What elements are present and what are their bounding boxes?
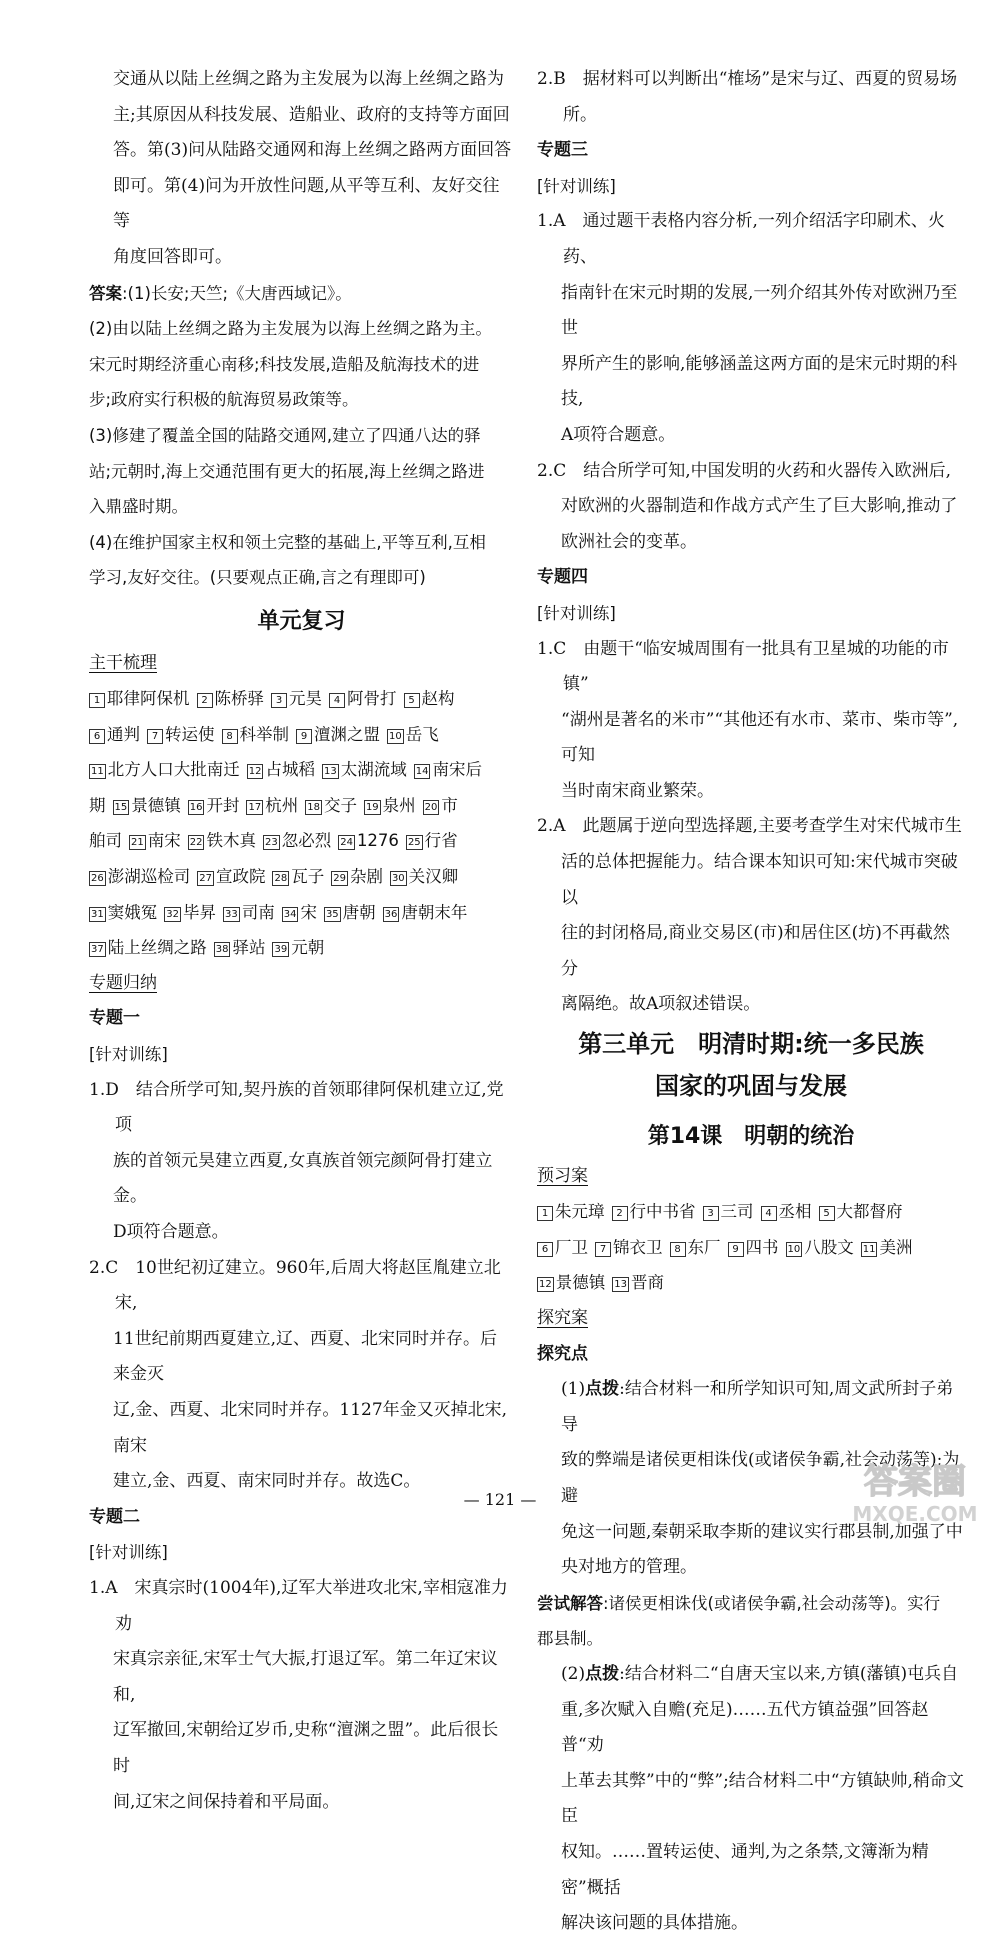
topic-heading: 专题三 (537, 140, 588, 161)
text-line: 入鼎盛时期。 (89, 497, 188, 517)
topic-heading: 专题二 (89, 1506, 140, 1527)
answer-item (247, 760, 315, 779)
answer-item-row (89, 859, 514, 895)
answer-item-text: 泉州 (382, 795, 416, 815)
answer-item (338, 831, 399, 850)
text-line: 步;政府实行积极的航海贸易政策等。 (89, 390, 359, 410)
answer-item-text: 宋 (300, 902, 317, 922)
answer-item (537, 1202, 605, 1221)
answer-item-row (89, 752, 514, 788)
text-line: 宋真宗亲征,宋军士气大振,打退辽军。第二年辽宋议和, (113, 1649, 498, 1705)
answer-item-number: 5 (404, 693, 420, 708)
answer-item-number: 1 (537, 1206, 553, 1221)
section-heading: 第14课 明朝的统治 (647, 1124, 855, 1150)
text-line: 主;其原因从科技发展、造船业、政府的支持等方面回 (113, 104, 510, 125)
text-line: 即可。第(4)问为开放性问题,从平等互利、友好交往等 (113, 175, 500, 232)
subsection-label: 探究案 (537, 1308, 588, 1328)
text-line: [针对训练] (537, 603, 616, 623)
answer-item (222, 725, 290, 744)
answer-item-text: 太湖流域 (340, 760, 407, 780)
answer-item-text: 南宋后 (432, 760, 482, 780)
answer-item-number: 22 (189, 837, 203, 849)
text-line: 1.C 由题干“临安城周围有一批具有卫星城的功能的市镇” (537, 638, 949, 695)
text-line: 解决该问题的具体措施。 (561, 1913, 748, 1934)
answer-item (271, 689, 322, 708)
answer-item (246, 796, 298, 815)
answer-item (197, 867, 265, 886)
answer-item-text: 阿骨打 (347, 689, 397, 709)
answer-item-row (89, 895, 514, 931)
answer-item (223, 903, 275, 922)
answer-item (414, 760, 482, 779)
text-line: 站;元朝时,海上交通范围有更大的拓展,海上丝绸之路进 (89, 461, 485, 481)
answer-item-text: 开封 (206, 795, 240, 815)
answer-item-number: 2 (197, 693, 213, 708)
answer-item (331, 867, 383, 886)
text-line: [针对训练] (89, 1045, 168, 1065)
watermark-logo (840, 1455, 990, 1527)
text-line: (2)由以陆上丝绸之路为主发展为以海上丝绸之路为主。 (89, 319, 492, 339)
answer-item-text: 东厂 (687, 1237, 721, 1257)
text-line: 离隔绝。故A项叙述错误。 (561, 994, 761, 1015)
text-line: 对欧洲的火器制造和作战方式产生了巨大影响,推动了 (561, 496, 958, 517)
answer-item-text: 杭州 (265, 795, 299, 815)
section-heading: 单元复习 (257, 608, 346, 634)
answer-item-text: 占城稻 (265, 760, 315, 780)
answer-item-number: 11 (91, 766, 104, 778)
answer-item-text: 三司 (720, 1202, 754, 1222)
answer-item-text: 1276 (356, 831, 399, 851)
page-number: — 121 — (463, 1490, 537, 1509)
text-line: 间,辽宋之间保持着和平局面。 (113, 1791, 340, 1812)
answer-item (670, 1238, 721, 1257)
text-line: D项符合题意。 (113, 1222, 229, 1242)
answer-item (263, 831, 331, 850)
answer-item (423, 796, 458, 815)
answer-item-text: 澎湖巡检司 (107, 867, 191, 887)
answer-item-row (89, 788, 514, 824)
answer-item-text: 杂剧 (349, 867, 383, 887)
answer-item-text: 朱元璋 (555, 1202, 605, 1222)
answer-item-number: 4 (329, 693, 345, 708)
text-line: (1)点拨:结合材料一和所学知识可知,周文武所封子弟导 (561, 1379, 954, 1435)
answer-item (89, 867, 190, 886)
answer-item (214, 938, 266, 957)
text-line: 2.B 据材料可以判断出“榷场”是宋与辽、西夏的贸易场所。 (537, 69, 958, 125)
answer-item-number: 38 (215, 944, 229, 956)
answer-item-number: 17 (248, 801, 262, 813)
answer-item-number: 13 (614, 1279, 627, 1291)
text-line: (4)在维护国家主权和领土完整的基础上,平等互利,互相 (89, 532, 486, 552)
bold-label: 点拨 (585, 1379, 620, 1400)
bold-label: 尝试解答 (537, 1593, 603, 1613)
answer-item (612, 1273, 664, 1292)
answer-item-text: 澶渊之盟 (314, 724, 380, 744)
answer-item-number: 37 (91, 944, 104, 956)
answer-item-text: 瓦子 (291, 867, 325, 887)
answer-item (272, 938, 324, 957)
text-line: 尝试解答:诸侯更相诛伐(或诸侯争霸,社会动荡等)。实行 (537, 1593, 941, 1613)
answer-item (322, 760, 407, 779)
answer-item-number: 34 (283, 908, 297, 920)
text-line: 2.C 结合所学可知,中国发明的火药和火器传入欧洲后, (537, 460, 952, 481)
answer-item-text: 舶司 (89, 831, 122, 851)
text-line: (3)修建了覆盖全国的陆路交通网,建立了四通八达的驿 (89, 425, 481, 445)
answer-item-number: 16 (189, 801, 203, 813)
answer-item-number: 3 (703, 1206, 719, 1221)
subsection-label: 预习案 (537, 1165, 588, 1186)
answer-item (89, 831, 122, 850)
answer-item-number: 15 (114, 801, 128, 813)
answer-item (819, 1202, 903, 1221)
answer-item-text: 四书 (745, 1237, 779, 1257)
answer-item-number: 14 (415, 766, 429, 778)
answer-item-number: 32 (166, 908, 179, 920)
answer-item-number: 6 (89, 729, 105, 744)
answer-item-number: 4 (761, 1206, 777, 1221)
answer-item-text: 锦衣卫 (613, 1237, 663, 1257)
text-line: 活的总体把握能力。结合课本知识可知:宋代城市突破以 (561, 852, 958, 908)
answer-item-text: 通判 (107, 724, 140, 744)
subsection-label: 主干梳理 (89, 652, 157, 673)
answer-item-number: 31 (91, 908, 104, 920)
answer-item-text: 唐朝 (342, 902, 376, 922)
answer-item-number: 12 (248, 766, 262, 778)
answer-item-number: 13 (323, 766, 337, 778)
answer-item-number: 23 (264, 837, 278, 849)
answer-item-text: 司南 (241, 902, 275, 922)
text-line: 2.A 此题属于逆向型选择题,主要考查学生对宋代城市生 (537, 816, 962, 837)
answer-item-number: 24 (340, 837, 353, 849)
answer-item-number: 39 (274, 944, 288, 956)
text-line: 学习,友好交往。(只要观点正确,言之有理即可) (89, 568, 426, 588)
answer-item (129, 831, 181, 850)
answer-item-number: 26 (91, 873, 104, 885)
answer-item (188, 831, 256, 850)
answer-item-number: 28 (274, 873, 288, 885)
answer-item-row (89, 823, 514, 859)
answer-item-text: 赵构 (421, 689, 455, 709)
answer-item (89, 796, 106, 815)
answer-item-text: 耶律阿保机 (107, 689, 190, 709)
text-line: 指南针在宋元时期的发展,一列介绍其外传对欧洲乃至世 (561, 282, 958, 339)
answer-item-text: 关汉卿 (408, 867, 459, 887)
answer-item-text: 厂卫 (555, 1237, 588, 1257)
topic-heading: 探究点 (537, 1343, 588, 1364)
answer-item (272, 867, 324, 886)
answer-item-text: 南宋 (147, 831, 181, 851)
topic-heading: 专题一 (89, 1008, 140, 1029)
text-line: 答。第(3)问从陆路交通网和海上丝绸之路两方面回答 (113, 140, 512, 161)
answer-item (197, 689, 265, 708)
section-heading: 国家的巩固与发展 (655, 1072, 847, 1101)
answer-item-text: 转运使 (165, 724, 215, 744)
text-line: 11世纪前期西夏建立,辽、西夏、北宋同时并存。后来金灭 (113, 1328, 498, 1385)
answer-item (387, 725, 439, 744)
answer-item-text: 毕昇 (182, 902, 216, 922)
text-line: (2)点拨:结合材料二“自唐天宝以来,方镇(藩镇)屯兵自 (561, 1663, 959, 1684)
answer-item-text: 晋商 (630, 1273, 664, 1293)
answer-item-row (537, 1265, 965, 1301)
text-line: 重,多次赋入自赡(充足)……五代方镇益强”回答赵普“劝 (561, 1699, 929, 1756)
text-line: 辽,金、西夏、北宋同时并存。1127年金又灭掉北宋,南宋 (113, 1399, 508, 1456)
answer-item (537, 1273, 605, 1292)
answer-item (404, 689, 455, 708)
answer-item-row (89, 717, 514, 753)
answer-item-number: 10 (389, 730, 402, 742)
answer-item-text: 北方人口大批南迁 (107, 760, 240, 780)
answer-item (89, 725, 140, 744)
answer-item-text: 驿站 (232, 938, 266, 958)
text-line: 建立,金、西夏、南宋同时并存。故选C。 (113, 1471, 421, 1492)
answer-item-text: 景德镇 (555, 1273, 606, 1293)
answer-item (612, 1202, 696, 1221)
answer-item (89, 938, 207, 957)
answer-item-number: 12 (539, 1279, 552, 1291)
answer-item-number: 19 (365, 801, 379, 813)
answer-item-text: 唐朝末年 (401, 902, 468, 922)
answer-item-text: 景德镇 (131, 795, 181, 815)
answer-item-number: 11 (862, 1243, 876, 1255)
answer-item-number: 7 (147, 729, 163, 744)
answer-item (406, 831, 458, 850)
answer-item-number: 3 (271, 693, 287, 708)
text-line: 2.C 10世纪初辽建立。960年,后周大将赵匡胤建立北宋, (89, 1257, 501, 1314)
text-line: 1.A 通过题干表格内容分析,一列介绍活字印刷术、火药、 (537, 211, 945, 267)
text-line: 1.A 宋真宗时(1004年),辽军大举进攻北宋,宰相寇准力劝 (89, 1577, 508, 1634)
subsection-label: 专题归纳 (89, 972, 157, 993)
answer-item-number: 36 (384, 908, 398, 920)
answer-item-number: 6 (537, 1242, 553, 1257)
watermark-title: 答案圈 (864, 1462, 966, 1502)
answer-item-number: 20 (424, 801, 438, 813)
answer-item-number: 7 (595, 1242, 611, 1257)
text-line: 角度回答即可。 (113, 246, 232, 267)
answer-item-row (89, 930, 514, 966)
answer-item (282, 903, 317, 922)
answer-item (296, 725, 380, 744)
text-line: 答案:(1)长安;天竺;《大唐西域记》。 (89, 283, 352, 303)
answer-item-number: 27 (199, 873, 212, 885)
text-line: 辽军撤回,宋朝给辽岁币,史称“澶渊之盟”。此后很长时 (113, 1720, 499, 1776)
answer-item (761, 1202, 812, 1221)
topic-heading: 专题四 (537, 567, 588, 588)
answer-item-text: 行省 (424, 831, 458, 851)
answer-item (383, 903, 468, 922)
answer-item-number: 33 (224, 908, 238, 920)
answer-item-number: 8 (670, 1242, 686, 1257)
answer-item (305, 796, 357, 815)
answer-item-number: 10 (787, 1243, 801, 1255)
answer-item-number: 21 (131, 837, 144, 849)
answer-item (595, 1238, 663, 1257)
text-line: [针对训练] (89, 1543, 168, 1563)
right-column (537, 62, 965, 1942)
text-line: 宋元时期经济重心南移;科技发展,造船及航海技术的进 (89, 354, 480, 374)
section-heading: 第三单元 明清时期:统一多民族 (578, 1030, 924, 1059)
answer-item-number: 29 (333, 873, 346, 885)
answer-item-text: 交子 (323, 795, 357, 815)
answer-item-text: 行中书省 (629, 1202, 696, 1222)
text-line: 族的首领元昊建立西夏,女真族首领完颜阿骨打建立金。 (113, 1150, 493, 1207)
answer-item (164, 903, 216, 922)
answer-item-row (89, 681, 514, 717)
answer-item-text: 市 (441, 795, 458, 815)
answer-item-text: 窦娥冤 (107, 902, 158, 922)
answer-item-text: 大都督府 (836, 1202, 903, 1222)
text-line: “湖州是著名的米市”“其他还有水市、菜市、柴市等”,可知 (561, 709, 959, 766)
answer-item (390, 867, 458, 886)
answer-item-number: 2 (612, 1206, 628, 1221)
answer-item (324, 903, 376, 922)
text-line: 界所产生的影响,能够涵盖这两方面的是宋元时期的科技, (561, 353, 958, 410)
answer-item (89, 689, 190, 708)
answer-item-number: 30 (391, 873, 405, 885)
text-line: 欧洲社会的变革。 (561, 531, 697, 552)
answer-item-number: 18 (307, 801, 320, 813)
answer-item-row (537, 1230, 965, 1266)
watermark-url: MXQE.COM (852, 1502, 978, 1526)
answer-item (89, 760, 240, 779)
answer-item (89, 903, 157, 922)
answer-item-text: 岳飞 (405, 724, 439, 744)
text-line: [针对训练] (537, 176, 616, 196)
text-line: 致的弊端是诸侯更相诛伐(或诸侯争霸,社会动荡等);为避 (561, 1450, 960, 1506)
bold-label: 点拨 (585, 1663, 620, 1684)
bold-label: 答案 (89, 283, 122, 303)
answer-item-number: 5 (819, 1206, 835, 1221)
answer-item (188, 796, 240, 815)
text-line: A项符合题意。 (561, 424, 676, 445)
answer-item (329, 689, 397, 708)
answer-item-row (537, 1194, 965, 1230)
answer-item (861, 1238, 913, 1257)
answer-item-text: 宣政院 (215, 867, 266, 887)
answer-item-text: 忽必烈 (281, 831, 332, 851)
answer-item-number: 25 (407, 837, 421, 849)
text-line: 权知。……置转运使、通判,为之条禁,文簿渐为精密”概括 (561, 1841, 929, 1898)
answer-item (147, 725, 215, 744)
text-line: 往的封闭格局,商业交易区(市)和居住区(坊)不再截然分 (561, 923, 950, 979)
answer-item (537, 1238, 588, 1257)
text-line: 交通从以陆上丝绸之路为主发展为以海上丝绸之路为 (113, 69, 504, 89)
answer-item (364, 796, 416, 815)
answer-item-text: 元朝 (291, 938, 325, 958)
answer-item-number: 9 (296, 729, 312, 744)
answer-item-number: 9 (728, 1242, 744, 1257)
answer-item-text: 科举制 (239, 724, 289, 744)
answer-item-text: 陆上丝绸之路 (107, 938, 207, 958)
text-line: 1.D 结合所学可知,契丹族的首领耶律阿保机建立辽,党项 (89, 1079, 504, 1136)
answer-item-text: 陈桥驿 (214, 689, 264, 709)
answer-item-number: 1 (89, 693, 105, 708)
answer-item (786, 1238, 854, 1257)
answer-item-text: 铁木真 (206, 831, 256, 851)
answer-item-text: 元昊 (289, 689, 322, 709)
text-line: 郡县制。 (537, 1629, 603, 1649)
answer-item (703, 1202, 754, 1221)
answer-item (113, 796, 181, 815)
answer-item-text: 八股文 (804, 1237, 854, 1257)
answer-item-text: 美洲 (879, 1237, 913, 1257)
answer-item-number: 35 (325, 908, 339, 920)
text-line: 当时南宋商业繁荣。 (561, 780, 714, 801)
answer-item-text: 期 (89, 795, 106, 815)
text-line: 央对地方的管理。 (561, 1557, 697, 1578)
left-column (89, 62, 514, 1820)
answer-item-number: 8 (222, 729, 238, 744)
text-line: 免这一问题,秦朝采取李斯的建议实行郡县制,加强了中 (561, 1521, 963, 1542)
answer-item (728, 1238, 779, 1257)
answer-item-text: 丞相 (778, 1202, 812, 1222)
text-line: 上革去其弊”中的“弊”;结合材料二中“方镇缺帅,稍命文臣 (561, 1770, 964, 1827)
